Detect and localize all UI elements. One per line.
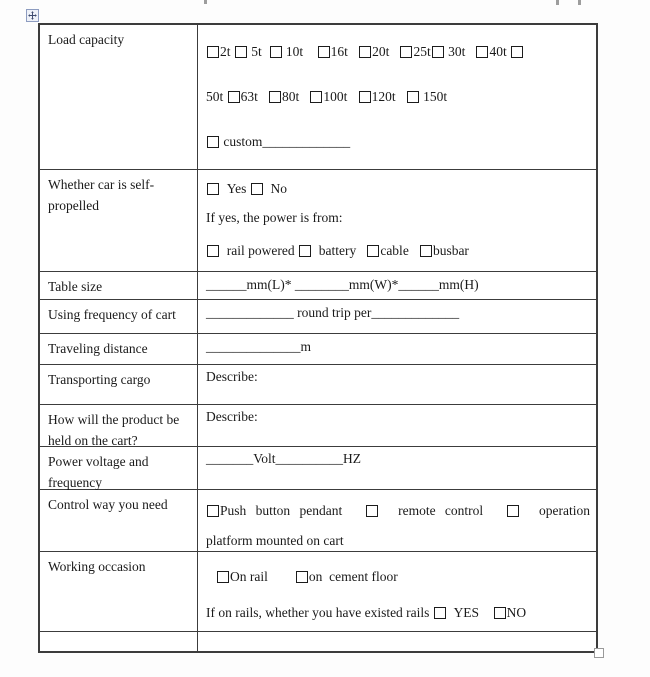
checkbox[interactable] bbox=[296, 571, 308, 583]
checkbox[interactable] bbox=[207, 505, 219, 517]
checkbox[interactable] bbox=[207, 136, 219, 148]
line-text: cable bbox=[380, 243, 419, 258]
content-line bbox=[206, 204, 590, 232]
table-row bbox=[40, 271, 596, 299]
line-text: 120t bbox=[371, 88, 406, 104]
content-line bbox=[206, 29, 590, 74]
table-row bbox=[40, 169, 596, 271]
content-line bbox=[206, 119, 590, 164]
content-line bbox=[206, 277, 590, 293]
checkbox[interactable] bbox=[269, 91, 281, 103]
checkbox[interactable] bbox=[318, 46, 330, 58]
row-label: How will the product be held on the cart? bbox=[40, 405, 198, 446]
table-row bbox=[40, 299, 596, 333]
content-line bbox=[206, 339, 590, 355]
table-move-handle-icon[interactable] bbox=[26, 9, 39, 22]
table-row bbox=[40, 404, 596, 446]
checkbox[interactable] bbox=[367, 245, 379, 257]
content-line bbox=[206, 409, 590, 425]
table-row bbox=[40, 631, 596, 651]
cropped-heading-artifact bbox=[556, 0, 559, 5]
line-text: remote control bbox=[379, 503, 484, 518]
table-row bbox=[40, 364, 596, 404]
line-text: 5t bbox=[247, 43, 269, 59]
row-content bbox=[198, 447, 596, 489]
content-line bbox=[206, 232, 590, 270]
checkbox[interactable] bbox=[207, 46, 219, 58]
checkbox[interactable] bbox=[407, 91, 419, 103]
row-content bbox=[198, 25, 596, 169]
table-resize-handle[interactable] bbox=[594, 648, 604, 658]
row-content bbox=[198, 365, 596, 404]
line-text: 40t bbox=[489, 43, 511, 59]
checkbox[interactable] bbox=[476, 46, 488, 58]
content-line bbox=[206, 74, 590, 119]
table-row bbox=[40, 333, 596, 364]
line-text: 16t bbox=[330, 43, 359, 59]
checkbox[interactable] bbox=[420, 245, 432, 257]
line-text: Describe: bbox=[206, 369, 258, 384]
content-line bbox=[206, 305, 590, 321]
row-content bbox=[198, 300, 596, 333]
content-line bbox=[206, 369, 590, 385]
row-label: Load capacity bbox=[40, 25, 198, 169]
line-text: Yes bbox=[220, 181, 250, 196]
line-text: 30t bbox=[444, 43, 476, 59]
line-text: battery bbox=[311, 243, 367, 258]
row-label: Using frequency of cart bbox=[40, 300, 198, 333]
checkbox[interactable] bbox=[494, 607, 506, 619]
row-content bbox=[198, 552, 596, 631]
row-label: Whether car is self-propelled bbox=[40, 170, 198, 271]
line-text: YES bbox=[446, 605, 493, 620]
table-row bbox=[40, 446, 596, 489]
checkbox[interactable] bbox=[507, 505, 519, 517]
line-text: If yes, the power is from: bbox=[206, 210, 343, 225]
checkbox[interactable] bbox=[228, 91, 240, 103]
line-text: custom_____________ bbox=[220, 133, 351, 149]
checkbox[interactable] bbox=[366, 505, 378, 517]
line-text: 63t bbox=[240, 88, 269, 104]
row-content bbox=[198, 170, 596, 271]
table-row bbox=[40, 25, 596, 169]
content-line bbox=[206, 492, 590, 530]
row-label: Traveling distance bbox=[40, 334, 198, 364]
line-text: _______Volt__________HZ bbox=[206, 451, 362, 466]
checkbox[interactable] bbox=[511, 46, 523, 58]
row-label: Working occasion bbox=[40, 552, 198, 631]
line-text: Describe: bbox=[206, 409, 258, 424]
checkbox[interactable] bbox=[299, 245, 311, 257]
line-text: 50t bbox=[206, 88, 227, 104]
content-line bbox=[206, 556, 590, 598]
checkbox[interactable] bbox=[434, 607, 446, 619]
line-text: rail powered bbox=[220, 243, 298, 258]
row-content bbox=[198, 490, 596, 551]
checkbox[interactable] bbox=[217, 571, 229, 583]
line-text: ______________m bbox=[206, 339, 312, 354]
line-text: No bbox=[263, 181, 288, 196]
row-content bbox=[198, 405, 596, 446]
line-text: on cement floor bbox=[308, 569, 398, 584]
line-text: If on rails, whether you have existed rails bbox=[206, 605, 433, 620]
content-line bbox=[206, 174, 590, 204]
table-row bbox=[40, 489, 596, 551]
checkbox[interactable] bbox=[207, 245, 219, 257]
line-text: ______mm(L)* ________mm(W)*______mm(H) bbox=[206, 277, 479, 292]
cropped-heading-artifact bbox=[578, 0, 581, 5]
cropped-heading-artifact bbox=[204, 0, 207, 4]
line-text: 150t bbox=[419, 88, 448, 104]
checkbox[interactable] bbox=[432, 46, 444, 58]
line-text: 25t bbox=[413, 43, 431, 59]
table-row bbox=[40, 551, 596, 631]
line-text: 10t bbox=[282, 43, 317, 59]
content-line bbox=[206, 530, 590, 551]
checkbox[interactable] bbox=[310, 91, 322, 103]
content-line bbox=[206, 598, 590, 628]
line-text: 20t bbox=[372, 43, 400, 59]
line-text: 2t bbox=[220, 43, 234, 59]
row-label bbox=[40, 632, 198, 651]
row-content bbox=[198, 272, 596, 299]
checkbox[interactable] bbox=[251, 183, 263, 195]
row-label: Table size bbox=[40, 272, 198, 299]
row-content bbox=[198, 334, 596, 364]
checkbox[interactable] bbox=[207, 183, 219, 195]
checkbox[interactable] bbox=[359, 46, 371, 58]
line-text: 100t bbox=[323, 88, 358, 104]
line-text: On rail bbox=[230, 569, 295, 584]
row-content bbox=[198, 632, 596, 651]
line-text: _____________ round trip per_____________ bbox=[206, 305, 460, 320]
line-text: Push button pendant bbox=[220, 503, 343, 518]
line-text: 80t bbox=[282, 88, 310, 104]
line-text: operation bbox=[520, 503, 590, 518]
checkbox[interactable] bbox=[400, 46, 412, 58]
row-label: Power voltage and frequency bbox=[40, 447, 198, 489]
line-text: platform mounted on cart bbox=[206, 533, 344, 548]
line-text: NO bbox=[506, 605, 527, 620]
checkbox[interactable] bbox=[235, 46, 247, 58]
checkbox[interactable] bbox=[359, 91, 371, 103]
row-label: Transporting cargo bbox=[40, 365, 198, 404]
questionnaire-table bbox=[38, 23, 598, 653]
content-line bbox=[206, 451, 590, 467]
row-label: Control way you need bbox=[40, 490, 198, 551]
checkbox[interactable] bbox=[270, 46, 282, 58]
line-text: busbar bbox=[432, 243, 469, 258]
